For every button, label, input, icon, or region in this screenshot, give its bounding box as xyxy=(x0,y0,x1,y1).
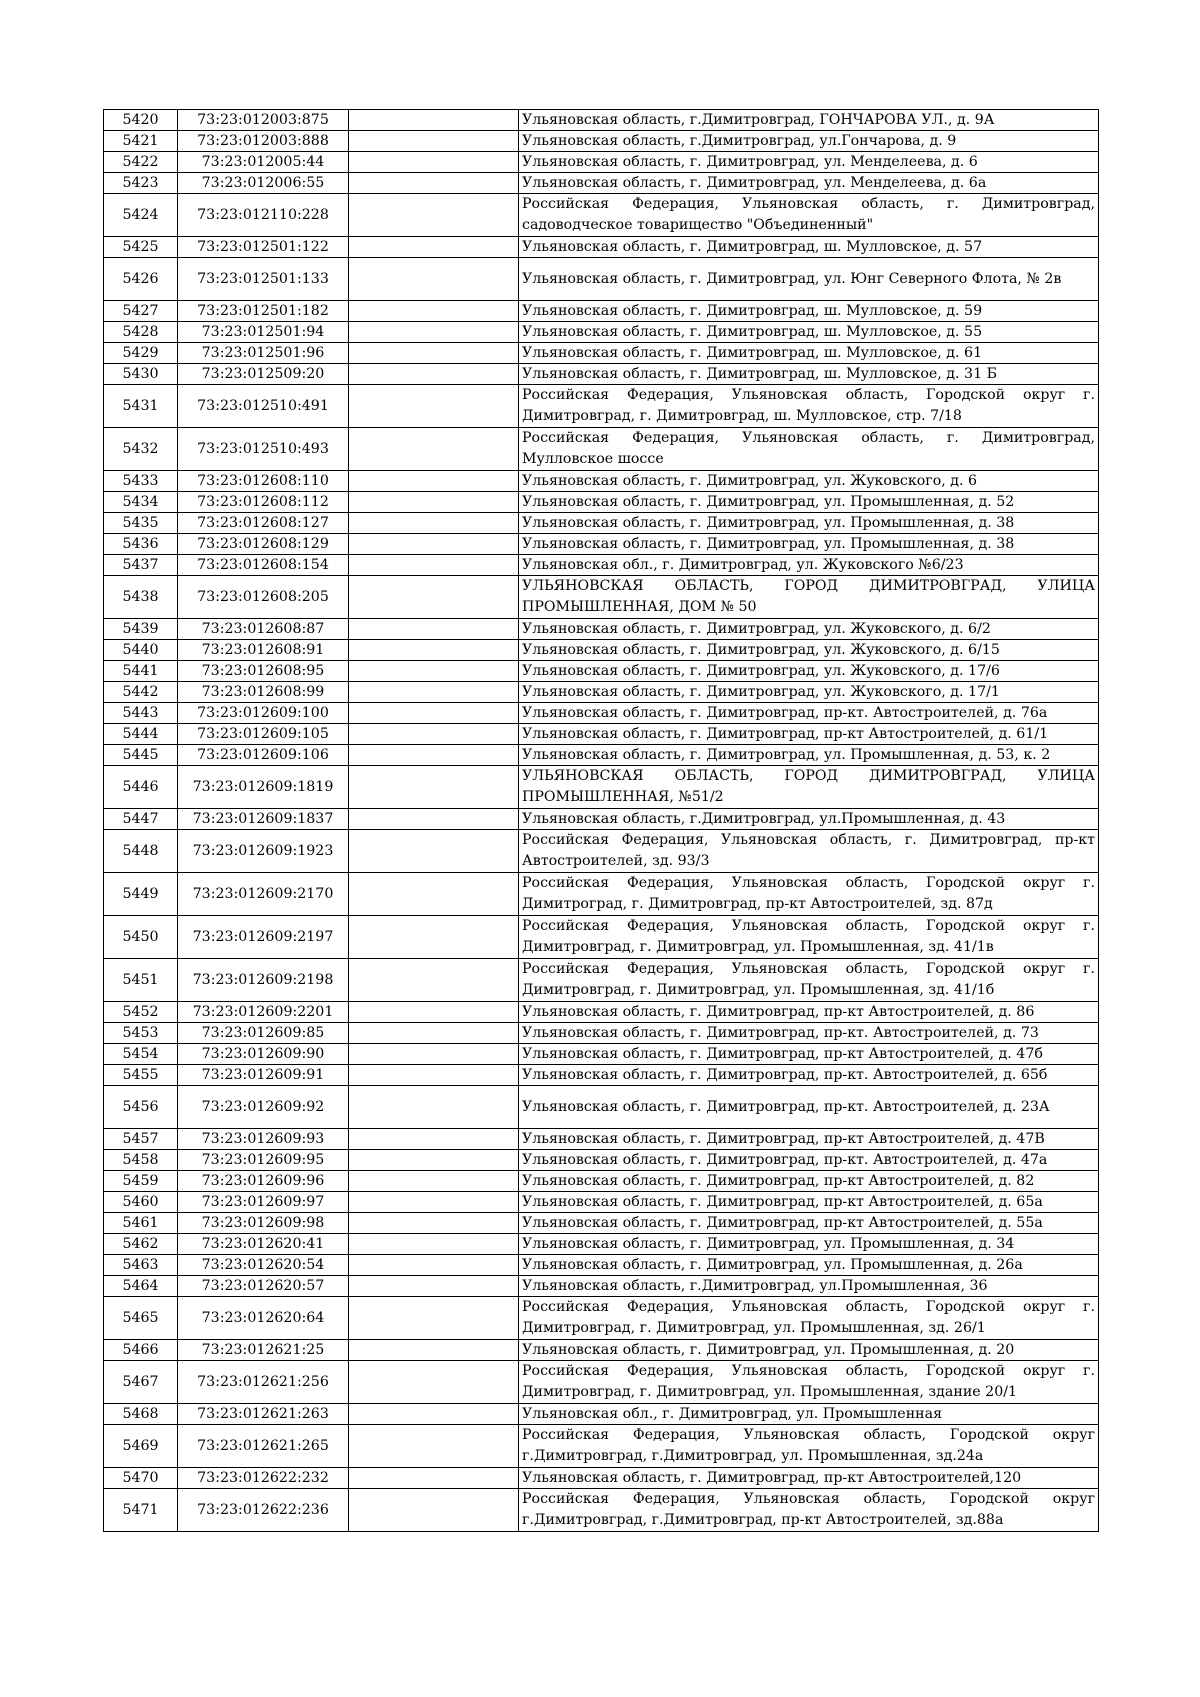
empty-cell xyxy=(349,1340,519,1361)
address-cell: Российская Федерация, Ульяновская область, Городской округ г. Димитровград, г. Димитровград, ул. Промышленная, здание 20/1 xyxy=(519,1361,1099,1404)
address-cell: Ульяновская область, г. Димитровград, пр-кт Автостроителей, д. 61/1 xyxy=(519,724,1099,745)
empty-cell xyxy=(349,513,519,534)
empty-cell xyxy=(349,1129,519,1150)
empty-cell xyxy=(349,576,519,619)
row-number-cell: 5423 xyxy=(104,173,178,194)
address-cell: Ульяновская область, г. Димитровград, ш. Мулловское, д. 55 xyxy=(519,322,1099,343)
table-row xyxy=(104,640,1099,661)
empty-cell xyxy=(349,131,519,152)
empty-cell xyxy=(349,640,519,661)
table-row xyxy=(104,555,1099,576)
row-number-cell: 5444 xyxy=(104,724,178,745)
cadastral-number-cell: 73:23:012620:41 xyxy=(178,1234,349,1255)
cadastral-number-cell: 73:23:012608:129 xyxy=(178,534,349,555)
empty-cell xyxy=(349,471,519,492)
address-cell: Ульяновская область, г. Димитровград, пр-кт Автостроителей, д. 47б xyxy=(519,1044,1099,1065)
cadastral-number-cell: 73:23:012609:93 xyxy=(178,1129,349,1150)
address-cell: Ульяновская область, г. Димитровград, пр-кт Автостроителей, д. 47В xyxy=(519,1129,1099,1150)
row-number-cell: 5447 xyxy=(104,809,178,830)
cadastral-number-cell: 73:23:012608:127 xyxy=(178,513,349,534)
empty-cell xyxy=(349,959,519,1002)
row-number-cell: 5436 xyxy=(104,534,178,555)
table-row xyxy=(104,809,1099,830)
cadastral-number-cell: 73:23:012608:154 xyxy=(178,555,349,576)
address-cell: Российская Федерация, Ульяновская область, Городской округ г. Димитровград, г. Димитровград, ул. Промышленная, зд. 26/1 xyxy=(519,1297,1099,1340)
empty-cell xyxy=(349,428,519,471)
address-cell: Ульяновская область, г. Димитровград, пр-кт. Автостроителей, д. 65б xyxy=(519,1065,1099,1086)
empty-cell xyxy=(349,1213,519,1234)
address-cell: Ульяновская область, г. Димитровград, ул. Менделеева, д. 6 xyxy=(519,152,1099,173)
empty-cell xyxy=(349,1065,519,1086)
row-number-cell: 5452 xyxy=(104,1002,178,1023)
cadastral-number-cell: 73:23:012501:122 xyxy=(178,237,349,258)
table-row xyxy=(104,1171,1099,1192)
address-cell: Ульяновская область, г. Димитровград, ш. Мулловское, д. 61 xyxy=(519,343,1099,364)
empty-cell xyxy=(349,1468,519,1489)
cadastral-number-cell: 73:23:012609:85 xyxy=(178,1023,349,1044)
cadastral-number-cell: 73:23:012609:95 xyxy=(178,1150,349,1171)
empty-cell xyxy=(349,343,519,364)
address-cell: Российская Федерация, Ульяновская область, Городской округ г. Димитровград, г. Димитровград, ш. Мулловское, стр. 7/18 xyxy=(519,385,1099,428)
table-row xyxy=(104,1065,1099,1086)
cadastral-number-cell: 73:23:012005:44 xyxy=(178,152,349,173)
empty-cell xyxy=(349,1044,519,1065)
cadastral-number-cell: 73:23:012609:1819 xyxy=(178,766,349,809)
empty-cell xyxy=(349,1489,519,1532)
empty-cell xyxy=(349,492,519,513)
address-cell: Российская Федерация, Ульяновская область, Городской округ г. Димитроград, г. Димитровград, пр-кт Автостроителей, зд. 87д xyxy=(519,873,1099,916)
address-cell: Российская Федерация, Ульяновская область, Городской округ г.Димитровград, г.Димитровград, пр-кт Автостроителей, зд.88а xyxy=(519,1489,1099,1532)
row-number-cell: 5420 xyxy=(104,110,178,131)
cadastral-number-cell: 73:23:012609:2198 xyxy=(178,959,349,1002)
empty-cell xyxy=(349,682,519,703)
table-row xyxy=(104,322,1099,343)
table-row xyxy=(104,1489,1099,1532)
cadastral-number-cell: 73:23:012501:133 xyxy=(178,258,349,301)
cadastral-number-cell: 73:23:012609:106 xyxy=(178,745,349,766)
cadastral-number-cell: 73:23:012609:92 xyxy=(178,1086,349,1129)
empty-cell xyxy=(349,1023,519,1044)
cadastral-number-cell: 73:23:012510:493 xyxy=(178,428,349,471)
address-cell: Российская Федерация, Ульяновская область, Городской округ г. Димитровград, г. Димитровград, ул. Промышленная, зд. 41/1б xyxy=(519,959,1099,1002)
cadastral-number-cell: 73:23:012609:1837 xyxy=(178,809,349,830)
empty-cell xyxy=(349,258,519,301)
cadastral-number-cell: 73:23:012510:491 xyxy=(178,385,349,428)
table-row xyxy=(104,513,1099,534)
address-cell: Российская Федерация, Ульяновская область, Городской округ г. Димитровград, г. Димитровград, ул. Промышленная, зд. 41/1в xyxy=(519,916,1099,959)
row-number-cell: 5468 xyxy=(104,1404,178,1425)
row-number-cell: 5440 xyxy=(104,640,178,661)
cadastral-number-cell: 73:23:012609:2197 xyxy=(178,916,349,959)
address-cell: Ульяновская область, г. Димитровград, пр-кт. Автостроителей, д. 76а xyxy=(519,703,1099,724)
table-row xyxy=(104,619,1099,640)
address-cell: Ульяновская область, г. Димитровград, пр-кт Автостроителей, д. 82 xyxy=(519,1171,1099,1192)
table-row xyxy=(104,1192,1099,1213)
row-number-cell: 5463 xyxy=(104,1255,178,1276)
table-row xyxy=(104,830,1099,873)
empty-cell xyxy=(349,301,519,322)
table-row xyxy=(104,1404,1099,1425)
address-cell: УЛЬЯНОВСКАЯ ОБЛАСТЬ, ГОРОД ДИМИТРОВГРАД, УЛИЦА ПРОМЫШЛЕННАЯ, ДОМ № 50 xyxy=(519,576,1099,619)
row-number-cell: 5434 xyxy=(104,492,178,513)
row-number-cell: 5459 xyxy=(104,1171,178,1192)
address-cell: Ульяновская область, г. Димитровград, ул. Промышленная, д. 52 xyxy=(519,492,1099,513)
cadastral-number-cell: 73:23:012003:875 xyxy=(178,110,349,131)
empty-cell xyxy=(349,1002,519,1023)
row-number-cell: 5451 xyxy=(104,959,178,1002)
row-number-cell: 5470 xyxy=(104,1468,178,1489)
address-cell: Ульяновская область, г. Димитровград, ул. Промышленная, д. 53, к. 2 xyxy=(519,745,1099,766)
cadastral-number-cell: 73:23:012609:1923 xyxy=(178,830,349,873)
empty-cell xyxy=(349,703,519,724)
cadastral-number-cell: 73:23:012003:888 xyxy=(178,131,349,152)
empty-cell xyxy=(349,1404,519,1425)
table-row xyxy=(104,237,1099,258)
row-number-cell: 5425 xyxy=(104,237,178,258)
row-number-cell: 5467 xyxy=(104,1361,178,1404)
cadastral-number-cell: 73:23:012501:182 xyxy=(178,301,349,322)
address-cell: Ульяновская область, г. Димитровград, пр-кт. Автостроителей, д. 23А xyxy=(519,1086,1099,1129)
empty-cell xyxy=(349,364,519,385)
cadastral-number-cell: 73:23:012609:90 xyxy=(178,1044,349,1065)
table-row xyxy=(104,1086,1099,1129)
table-row xyxy=(104,1361,1099,1404)
row-number-cell: 5458 xyxy=(104,1150,178,1171)
cadastral-number-cell: 73:23:012509:20 xyxy=(178,364,349,385)
row-number-cell: 5453 xyxy=(104,1023,178,1044)
cadastral-number-cell: 73:23:012620:54 xyxy=(178,1255,349,1276)
row-number-cell: 5435 xyxy=(104,513,178,534)
table-row xyxy=(104,301,1099,322)
address-cell: Российская Федерация, Ульяновская область, г. Димитровград, Мулловское шоссе xyxy=(519,428,1099,471)
cadastral-number-cell: 73:23:012006:55 xyxy=(178,173,349,194)
empty-cell xyxy=(349,809,519,830)
row-number-cell: 5461 xyxy=(104,1213,178,1234)
address-cell: Ульяновская область, г. Димитровград, ш. Мулловское, д. 57 xyxy=(519,237,1099,258)
address-cell: Ульяновская обл., г. Димитровград, ул. Жуковского №6/23 xyxy=(519,555,1099,576)
cadastral-number-cell: 73:23:012609:2170 xyxy=(178,873,349,916)
empty-cell xyxy=(349,830,519,873)
row-number-cell: 5450 xyxy=(104,916,178,959)
address-cell: Ульяновская область, г.Димитровград, ул.Промышленная, д. 43 xyxy=(519,809,1099,830)
row-number-cell: 5455 xyxy=(104,1065,178,1086)
empty-cell xyxy=(349,194,519,237)
address-cell: Ульяновская область, г. Димитровград, ул. Менделеева, д. 6а xyxy=(519,173,1099,194)
row-number-cell: 5427 xyxy=(104,301,178,322)
row-number-cell: 5443 xyxy=(104,703,178,724)
cadastral-number-cell: 73:23:012609:2201 xyxy=(178,1002,349,1023)
cadastral-number-cell: 73:23:012608:99 xyxy=(178,682,349,703)
row-number-cell: 5460 xyxy=(104,1192,178,1213)
table-row xyxy=(104,428,1099,471)
table-row xyxy=(104,534,1099,555)
empty-cell xyxy=(349,1297,519,1340)
row-number-cell: 5465 xyxy=(104,1297,178,1340)
row-number-cell: 5462 xyxy=(104,1234,178,1255)
row-number-cell: 5441 xyxy=(104,661,178,682)
empty-cell xyxy=(349,1150,519,1171)
row-number-cell: 5464 xyxy=(104,1276,178,1297)
row-number-cell: 5429 xyxy=(104,343,178,364)
cadastral-number-cell: 73:23:012609:96 xyxy=(178,1171,349,1192)
empty-cell xyxy=(349,1255,519,1276)
table-row xyxy=(104,576,1099,619)
row-number-cell: 5432 xyxy=(104,428,178,471)
cadastral-number-cell: 73:23:012608:95 xyxy=(178,661,349,682)
cadastral-number-cell: 73:23:012608:91 xyxy=(178,640,349,661)
row-number-cell: 5421 xyxy=(104,131,178,152)
row-number-cell: 5454 xyxy=(104,1044,178,1065)
empty-cell xyxy=(349,661,519,682)
address-cell: Ульяновская область, г. Димитровград, пр-кт Автостроителей, д. 86 xyxy=(519,1002,1099,1023)
table-row xyxy=(104,724,1099,745)
table-row xyxy=(104,1150,1099,1171)
table-row xyxy=(104,1213,1099,1234)
cadastral-number-cell: 73:23:012609:97 xyxy=(178,1192,349,1213)
address-cell: Ульяновская область, г. Димитровград, ул. Жуковского, д. 6 xyxy=(519,471,1099,492)
empty-cell xyxy=(349,1171,519,1192)
cadastral-number-cell: 73:23:012608:112 xyxy=(178,492,349,513)
table-row xyxy=(104,766,1099,809)
table-row xyxy=(104,131,1099,152)
empty-cell xyxy=(349,1276,519,1297)
table-row xyxy=(104,1023,1099,1044)
table-row xyxy=(104,1044,1099,1065)
empty-cell xyxy=(349,110,519,131)
empty-cell xyxy=(349,322,519,343)
row-number-cell: 5449 xyxy=(104,873,178,916)
address-cell: Ульяновская область, г. Димитровград, ул. Жуковского, д. 17/1 xyxy=(519,682,1099,703)
table-row xyxy=(104,1276,1099,1297)
address-cell: Ульяновская область, г. Димитровград, ул. Жуковского, д. 6/2 xyxy=(519,619,1099,640)
row-number-cell: 5442 xyxy=(104,682,178,703)
cadastral-number-cell: 73:23:012621:256 xyxy=(178,1361,349,1404)
table-row xyxy=(104,1129,1099,1150)
cadastral-number-cell: 73:23:012110:228 xyxy=(178,194,349,237)
cadastral-number-cell: 73:23:012609:100 xyxy=(178,703,349,724)
row-number-cell: 5422 xyxy=(104,152,178,173)
table-row xyxy=(104,873,1099,916)
cadastral-number-cell: 73:23:012609:98 xyxy=(178,1213,349,1234)
table-row xyxy=(104,492,1099,513)
cadastral-number-cell: 73:23:012608:110 xyxy=(178,471,349,492)
address-cell: Ульяновская область, г. Димитровград, пр-кт. Автостроителей, д. 47а xyxy=(519,1150,1099,1171)
empty-cell xyxy=(349,385,519,428)
address-cell: Ульяновская область, г. Димитровград, ул. Промышленная, д. 20 xyxy=(519,1340,1099,1361)
table-row xyxy=(104,1297,1099,1340)
empty-cell xyxy=(349,152,519,173)
address-cell: Ульяновская область, г. Димитровград, ул. Юнг Северного Флота, № 2в xyxy=(519,258,1099,301)
empty-cell xyxy=(349,766,519,809)
address-cell: Ульяновская область, г. Димитровград, ш. Мулловское, д. 59 xyxy=(519,301,1099,322)
row-number-cell: 5469 xyxy=(104,1425,178,1468)
row-number-cell: 5471 xyxy=(104,1489,178,1532)
row-number-cell: 5457 xyxy=(104,1129,178,1150)
address-cell: Ульяновская область, г.Димитровград, ул.Промышленная, 36 xyxy=(519,1276,1099,1297)
cadastral-number-cell: 73:23:012501:94 xyxy=(178,322,349,343)
cadastral-number-cell: 73:23:012609:91 xyxy=(178,1065,349,1086)
row-number-cell: 5448 xyxy=(104,830,178,873)
row-number-cell: 5437 xyxy=(104,555,178,576)
row-number-cell: 5466 xyxy=(104,1340,178,1361)
table-row xyxy=(104,471,1099,492)
table-row xyxy=(104,959,1099,1002)
address-cell: УЛЬЯНОВСКАЯ ОБЛАСТЬ, ГОРОД ДИМИТРОВГРАД, УЛИЦА ПРОМЫШЛЕННАЯ, №51/2 xyxy=(519,766,1099,809)
row-number-cell: 5428 xyxy=(104,322,178,343)
table-row xyxy=(104,1425,1099,1468)
cadastral-number-cell: 73:23:012620:57 xyxy=(178,1276,349,1297)
table-row xyxy=(104,110,1099,131)
table-row xyxy=(104,703,1099,724)
address-cell: Ульяновская область, г.Димитровград, ГОНЧАРОВА УЛ., д. 9А xyxy=(519,110,1099,131)
row-number-cell: 5445 xyxy=(104,745,178,766)
table-row xyxy=(104,1002,1099,1023)
table-row xyxy=(104,343,1099,364)
table-row xyxy=(104,1234,1099,1255)
row-number-cell: 5424 xyxy=(104,194,178,237)
empty-cell xyxy=(349,1234,519,1255)
empty-cell xyxy=(349,1086,519,1129)
row-number-cell: 5426 xyxy=(104,258,178,301)
table-row xyxy=(104,1340,1099,1361)
empty-cell xyxy=(349,916,519,959)
address-cell: Ульяновская область, г. Димитровград, ул. Промышленная, д. 38 xyxy=(519,534,1099,555)
empty-cell xyxy=(349,1425,519,1468)
row-number-cell: 5446 xyxy=(104,766,178,809)
address-cell: Ульяновская область, г. Димитровград, пр-кт Автостроителей, д. 65а xyxy=(519,1192,1099,1213)
table-row xyxy=(104,258,1099,301)
address-cell: Ульяновская область, г. Димитровград, пр-кт Автостроителей,120 xyxy=(519,1468,1099,1489)
table-row xyxy=(104,1255,1099,1276)
address-cell: Ульяновская область, г. Димитровград, пр-кт Автостроителей, д. 55а xyxy=(519,1213,1099,1234)
cadastral-number-cell: 73:23:012608:205 xyxy=(178,576,349,619)
table-row xyxy=(104,364,1099,385)
table-row xyxy=(104,152,1099,173)
row-number-cell: 5456 xyxy=(104,1086,178,1129)
empty-cell xyxy=(349,555,519,576)
address-cell: Ульяновская область, г.Димитровград, ул.Гончарова, д. 9 xyxy=(519,131,1099,152)
table-body xyxy=(104,110,1099,1532)
cadastral-number-cell: 73:23:012608:87 xyxy=(178,619,349,640)
address-cell: Ульяновская область, г. Димитровград, ш. Мулловское, д. 31 Б xyxy=(519,364,1099,385)
table-row xyxy=(104,661,1099,682)
empty-cell xyxy=(349,534,519,555)
cadastral-number-cell: 73:23:012622:236 xyxy=(178,1489,349,1532)
row-number-cell: 5439 xyxy=(104,619,178,640)
empty-cell xyxy=(349,873,519,916)
table-row xyxy=(104,194,1099,237)
table-row xyxy=(104,173,1099,194)
cadastral-number-cell: 73:23:012501:96 xyxy=(178,343,349,364)
address-cell: Ульяновская область, г. Димитровград, ул. Жуковского, д. 17/6 xyxy=(519,661,1099,682)
empty-cell xyxy=(349,619,519,640)
row-number-cell: 5431 xyxy=(104,385,178,428)
empty-cell xyxy=(349,1361,519,1404)
empty-cell xyxy=(349,745,519,766)
table-row xyxy=(104,1468,1099,1489)
empty-cell xyxy=(349,724,519,745)
row-number-cell: 5438 xyxy=(104,576,178,619)
cadastral-number-cell: 73:23:012609:105 xyxy=(178,724,349,745)
address-cell: Ульяновская область, г. Димитровград, пр-кт. Автостроителей, д. 73 xyxy=(519,1023,1099,1044)
address-cell: Российская Федерация, Ульяновская область, г. Димитровград, пр-кт Автостроителей, зд. 93/3 xyxy=(519,830,1099,873)
cadastral-number-cell: 73:23:012620:64 xyxy=(178,1297,349,1340)
cadastral-number-cell: 73:23:012621:25 xyxy=(178,1340,349,1361)
cadastral-number-cell: 73:23:012622:232 xyxy=(178,1468,349,1489)
cadastral-registry-table xyxy=(103,109,1099,1532)
cadastral-number-cell: 73:23:012621:263 xyxy=(178,1404,349,1425)
table-row xyxy=(104,682,1099,703)
address-cell: Ульяновская область, г. Димитровград, ул. Промышленная, д. 34 xyxy=(519,1234,1099,1255)
address-cell: Российская Федерация, Ульяновская область, Городской округ г.Димитровград, г.Димитровград, ул. Промышленная, зд.24а xyxy=(519,1425,1099,1468)
table-row xyxy=(104,745,1099,766)
address-cell: Ульяновская область, г. Димитровград, ул. Промышленная, д. 38 xyxy=(519,513,1099,534)
empty-cell xyxy=(349,237,519,258)
row-number-cell: 5430 xyxy=(104,364,178,385)
empty-cell xyxy=(349,1192,519,1213)
address-cell: Ульяновская область, г. Димитровград, ул. Жуковского, д. 6/15 xyxy=(519,640,1099,661)
row-number-cell: 5433 xyxy=(104,471,178,492)
address-cell: Ульяновская область, г. Димитровград, ул. Промышленная, д. 26а xyxy=(519,1255,1099,1276)
empty-cell xyxy=(349,173,519,194)
table-row xyxy=(104,916,1099,959)
address-cell: Российская Федерация, Ульяновская область, г. Димитровград, садоводческое товарищество "Объединенный" xyxy=(519,194,1099,237)
table-row xyxy=(104,385,1099,428)
address-cell: Ульяновская обл., г. Димитровград, ул. Промышленная xyxy=(519,1404,1099,1425)
cadastral-number-cell: 73:23:012621:265 xyxy=(178,1425,349,1468)
